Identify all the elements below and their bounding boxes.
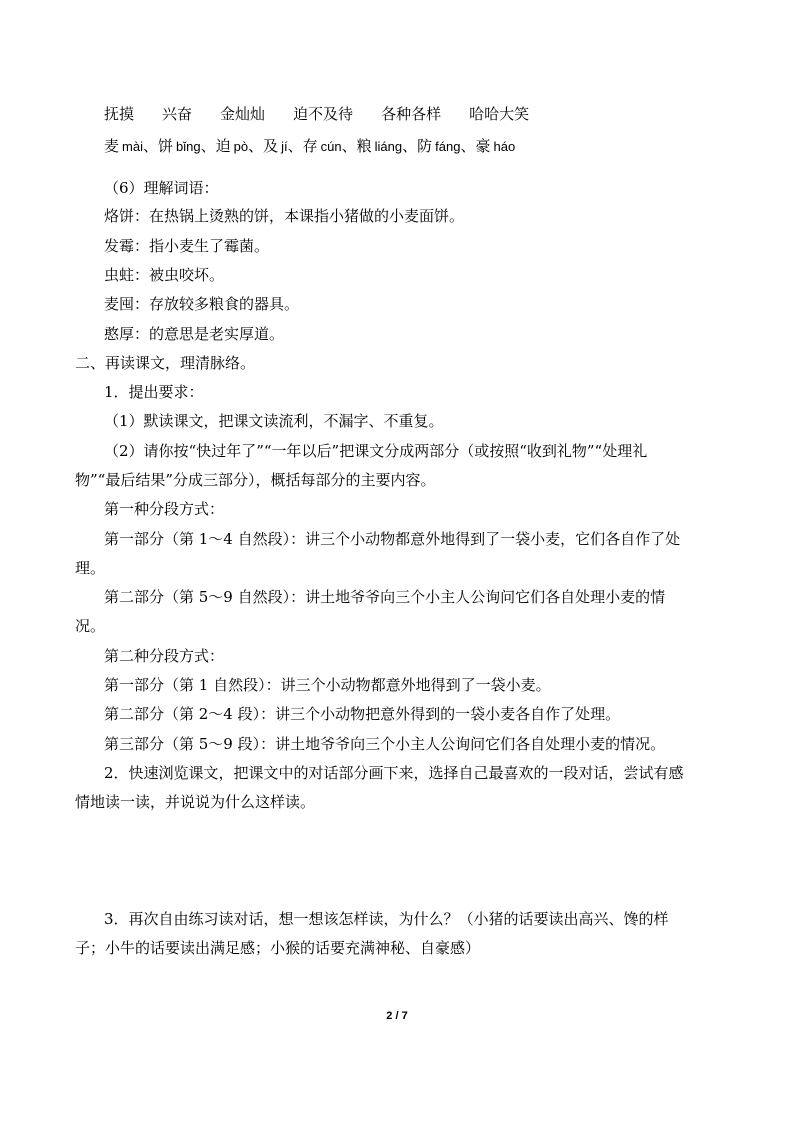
pinyin-sep: 、 xyxy=(341,137,357,155)
pinyin-sep: 、 xyxy=(142,137,158,155)
method1-part2-line1: 第二部分（第 5～9 自然段）：讲土地爷爷向三个小主人公询问它们各自处理小麦的情 xyxy=(104,588,666,606)
method1-title: 第一种分段方式： xyxy=(104,500,225,518)
vocab-word: 哈哈大笑 xyxy=(469,105,530,123)
vocab-word: 兴奋 xyxy=(162,105,193,123)
method1-part1-line2: 理。 xyxy=(75,559,106,577)
task2-line2: 情地读一读，并说说为什么这样读。 xyxy=(75,793,316,811)
pinyin-line xyxy=(104,136,515,157)
pinyin-char: 及 xyxy=(263,137,279,155)
pinyin-sep: 、 xyxy=(200,137,216,155)
pinyin-char: 饼 xyxy=(157,137,173,155)
method2-part2: 第二部分（第 2～4 段）：讲三个小动物把意外得到的一袋小麦各自作了处理。 xyxy=(104,705,621,723)
pinyin-text: jí xyxy=(281,139,288,154)
pinyin-text: liáng xyxy=(374,139,403,154)
definition-item: 麦囤：存放较多粮食的器具。 xyxy=(104,295,300,313)
vocab-word: 各种各样 xyxy=(381,105,442,123)
section6-title: （6）理解词语： xyxy=(104,179,219,197)
requirement-2-line1: （2）请你按“快过年了”“一年以后”把课文分成两部分（或按照“收到礼物”“处理礼 xyxy=(104,442,648,460)
pinyin-text: cún xyxy=(320,139,342,154)
definition-item: 虫蛀：被虫咬坏。 xyxy=(104,266,225,284)
pinyin-text: fáng xyxy=(435,139,461,154)
definition-item: 发霉：指小麦生了霉菌。 xyxy=(104,237,270,255)
task2-line1: 2．快速浏览课文，把课文中的对话部分画下来，选择自己最喜欢的一段对话，尝试有感 xyxy=(104,764,684,782)
vocab-words-line xyxy=(104,104,557,124)
pinyin-sep: 、 xyxy=(460,137,476,155)
task3-line1: 3．再次自由练习读对话，想一想该怎样读，为什么？（小猪的话要读出高兴、馋的样 xyxy=(104,910,669,928)
pinyin-text: bǐng xyxy=(176,139,201,154)
task3-line2: 子；小牛的话要读出满足感；小猴的话要充满神秘、自豪感） xyxy=(75,939,481,957)
pinyin-sep: 、 xyxy=(287,137,303,155)
page-number: 2 / 7 xyxy=(386,1010,408,1022)
requirement-2-line2: 物”“最后结果”分成三部分），概括每部分的主要内容。 xyxy=(75,471,436,489)
definition-item: 憨厚：的意思是老实厚道。 xyxy=(104,325,285,343)
method2-part1: 第一部分（第 1 自然段）：讲三个小动物都意外地得到了一袋小麦。 xyxy=(104,676,551,694)
definition-item: 烙饼：在热锅上烫熟的饼，本课指小猪做的小麦面饼。 xyxy=(104,207,465,225)
method2-title: 第二种分段方式： xyxy=(104,647,225,665)
pinyin-char: 麦 xyxy=(104,137,120,155)
requirement-1: （1）默读课文，把课文读流利，不漏字、不重复。 xyxy=(104,412,444,430)
pinyin-text: pò xyxy=(233,139,249,154)
pinyin-char: 存 xyxy=(302,137,318,155)
pinyin-text: háo xyxy=(493,139,516,154)
pinyin-sep: 、 xyxy=(248,137,264,155)
method2-part3: 第三部分（第 5～9 段）：讲土地爷爷向三个小主人公询问它们各自处理小麦的情况。 xyxy=(104,735,666,753)
method1-part1-line1: 第一部分（第 1～4 自然段）：讲三个小动物都意外地得到了一袋小麦，它们各自作了处 xyxy=(104,530,681,548)
requirements-title: 1．提出要求： xyxy=(104,383,204,401)
pinyin-char: 豪 xyxy=(475,137,491,155)
method1-part2-line2: 况。 xyxy=(75,617,106,635)
pinyin-char: 粮 xyxy=(356,137,372,155)
pinyin-text: mài xyxy=(122,139,143,154)
part2-heading: 二、再读课文，理清脉络。 xyxy=(75,354,256,372)
vocab-word: 迫不及待 xyxy=(293,105,354,123)
vocab-word: 抚摸 xyxy=(104,105,135,123)
vocab-word: 金灿灿 xyxy=(220,105,266,123)
pinyin-char: 防 xyxy=(417,137,433,155)
pinyin-char: 迫 xyxy=(215,137,231,155)
pinyin-sep: 、 xyxy=(402,137,418,155)
